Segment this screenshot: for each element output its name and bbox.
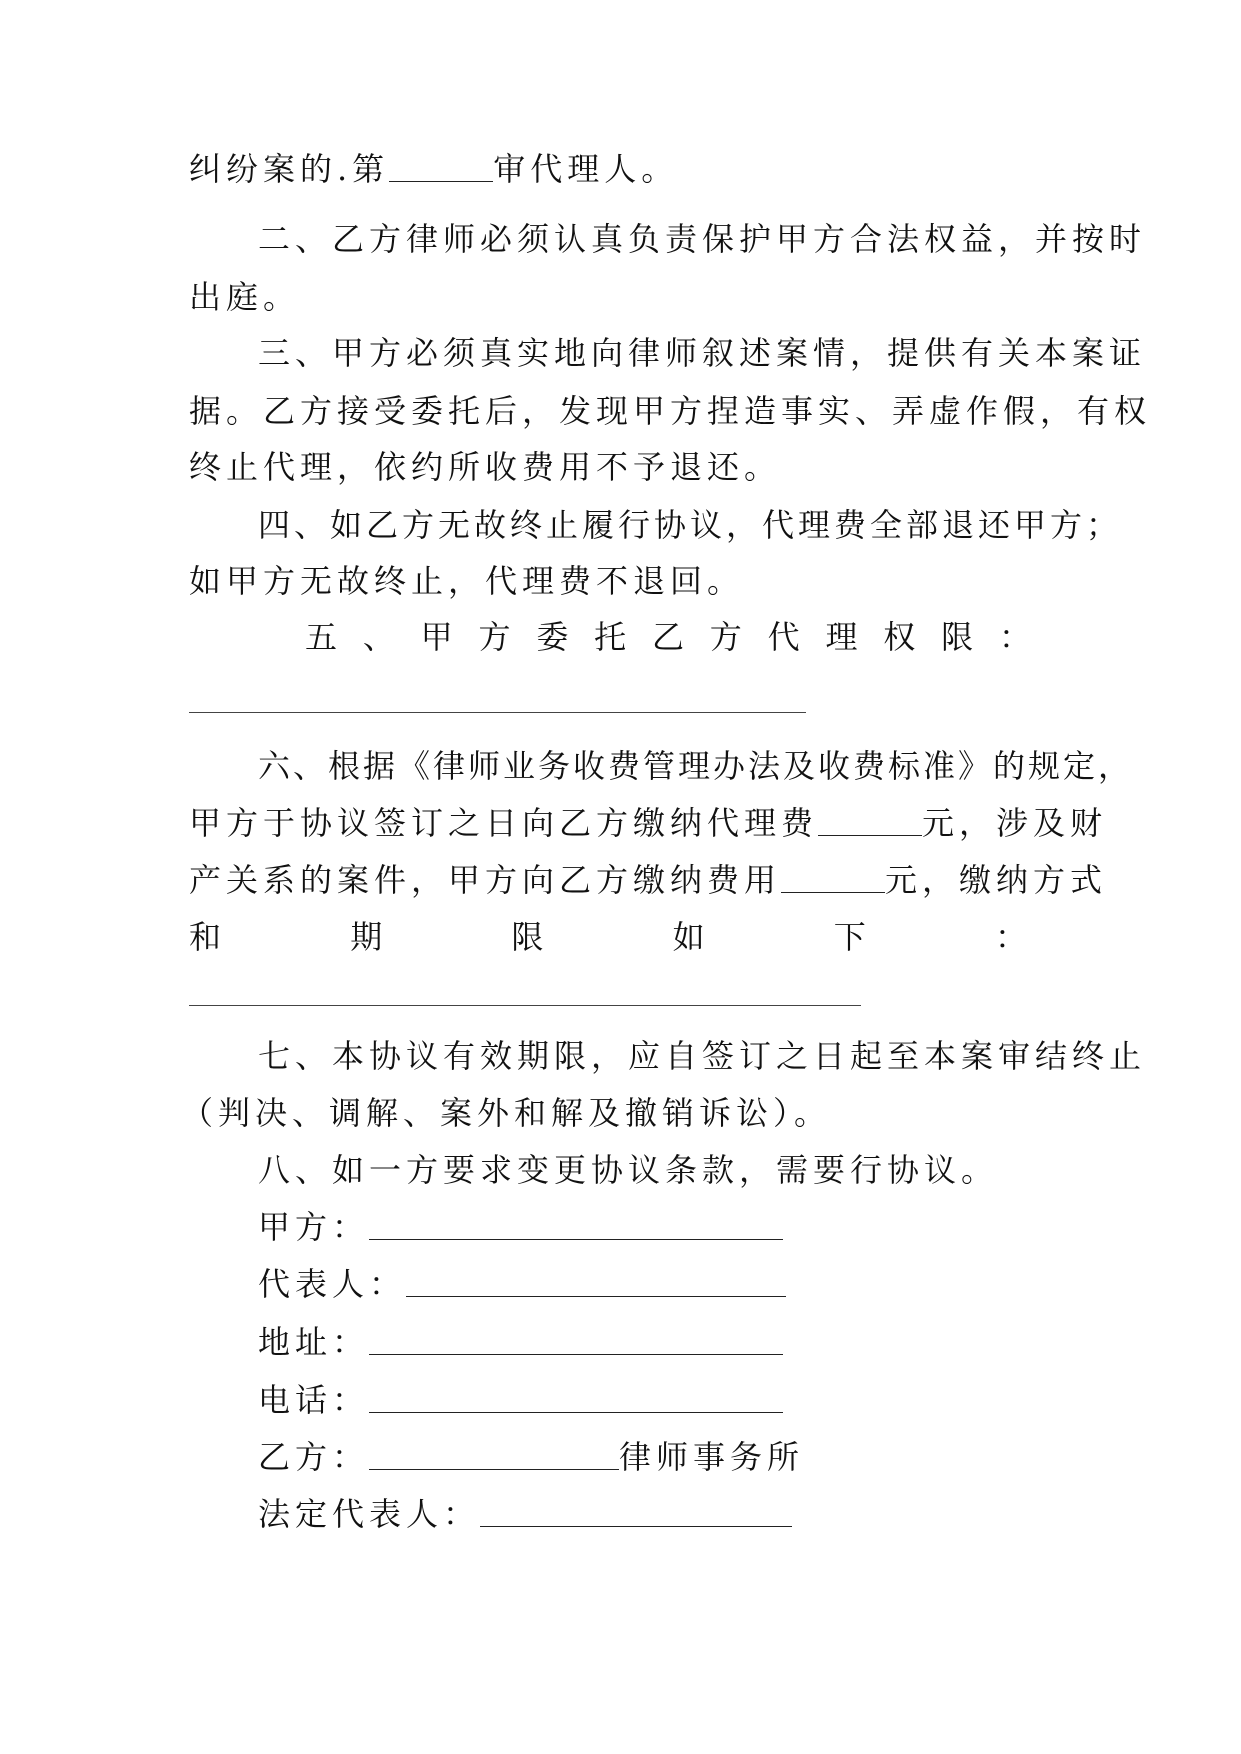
party-b-label: 乙方： xyxy=(258,1438,370,1476)
clause-6-char: 下 xyxy=(833,918,866,956)
party-a-field xyxy=(258,1207,783,1247)
clause-5-char: 委 xyxy=(536,618,569,656)
line-1 xyxy=(189,149,1049,189)
clause-5-char: 托 xyxy=(594,618,627,656)
clause-5-char: 权 xyxy=(883,618,916,656)
clause-4-line-1: 四、如乙方无故终止履行协议，代理费全部退还甲方； xyxy=(258,506,1123,544)
legal-rep-label: 法定代表人： xyxy=(258,1495,481,1533)
phone-label: 电话： xyxy=(258,1381,370,1419)
phone-field xyxy=(258,1380,783,1420)
party-a-label: 甲方： xyxy=(258,1208,370,1246)
party-b-blank[interactable] xyxy=(369,1441,619,1470)
party-b-field xyxy=(258,1437,804,1477)
representative-field xyxy=(258,1264,786,1304)
line-1-text-b: 审代理人。 xyxy=(493,150,679,188)
clause-7-line-1: 七、本协议有效期限，应自签订之日起至本案审结终止 xyxy=(258,1037,1147,1075)
clause-5-char: 理 xyxy=(825,618,858,656)
clause-5-char: 、 xyxy=(362,618,395,656)
clause-6-line-3 xyxy=(189,860,1108,900)
address-field xyxy=(258,1322,783,1362)
authority-blank-line[interactable] xyxy=(189,712,806,713)
clause-5-line xyxy=(305,617,1031,657)
representative-blank[interactable] xyxy=(406,1268,786,1297)
clause-3-line-1: 三、甲方必须真实地向律师叙述案情，提供有关本案证 xyxy=(258,334,1147,372)
party-a-blank[interactable] xyxy=(369,1211,783,1240)
clause-3-line-2: 据。乙方接受委托后，发现甲方捏造事实、弄虚作假，有权 xyxy=(189,392,1152,430)
clause-3-line-3: 终止代理，依约所收费用不予退还。 xyxy=(189,448,782,486)
law-firm-suffix: 律师事务所 xyxy=(619,1438,805,1476)
clause-2-line-2: 出庭。 xyxy=(189,278,301,316)
clause-6-char: ： xyxy=(994,918,1027,956)
clause-6-char: 如 xyxy=(672,918,705,956)
clause-5-char: ： xyxy=(998,618,1031,656)
clause-6-line-4 xyxy=(189,917,1027,957)
clause-6-text-a: 甲方于协议签订之日向乙方缴纳代理费 xyxy=(189,804,819,842)
clause-5-char: 五 xyxy=(305,618,338,656)
clause-2-line-1: 二、乙方律师必须认真负责保护甲方合法权益，并按时 xyxy=(258,220,1147,258)
clause-6-text-d: 元，缴纳方式 xyxy=(885,861,1108,899)
blank-property-fee[interactable] xyxy=(781,864,885,893)
line-1-text-a: 纠纷案的.第 xyxy=(189,150,390,188)
payment-terms-blank-line[interactable] xyxy=(189,1005,861,1006)
phone-blank[interactable] xyxy=(369,1384,783,1413)
address-label: 地址： xyxy=(258,1323,370,1361)
clause-5-char: 限 xyxy=(941,618,974,656)
clause-4-line-2: 如甲方无故终止，代理费不退回。 xyxy=(189,562,745,600)
clause-5-char: 代 xyxy=(767,618,800,656)
clause-6-char: 期 xyxy=(350,918,383,956)
address-blank[interactable] xyxy=(369,1326,783,1355)
clause-5-char: 方 xyxy=(478,618,511,656)
clause-5-char: 甲 xyxy=(420,618,453,656)
clause-6-line-2 xyxy=(189,803,1108,843)
blank-agency-fee[interactable] xyxy=(818,807,922,836)
clause-6-text-b: 元，涉及财 xyxy=(922,804,1108,842)
blank-instance[interactable] xyxy=(389,153,493,182)
legal-rep-blank[interactable] xyxy=(480,1498,792,1527)
clause-6-char: 限 xyxy=(511,918,544,956)
representative-label: 代表人： xyxy=(258,1265,407,1303)
clause-8-line: 八、如一方要求变更协议条款，需要行协议。 xyxy=(258,1151,999,1189)
clause-5-char: 乙 xyxy=(651,618,684,656)
legal-rep-field xyxy=(258,1494,792,1534)
clause-6-text-c: 产关系的案件，甲方向乙方缴纳费用 xyxy=(189,861,782,899)
clause-5-char: 方 xyxy=(709,618,742,656)
clause-6-char: 和 xyxy=(189,918,222,956)
clause-6-line-1: 六、根据《律师业务收费管理办法及收费标准》的规定， xyxy=(258,747,1134,785)
clause-7-line-2: （判决、调解、案外和解及撤销诉讼）。 xyxy=(181,1094,832,1132)
